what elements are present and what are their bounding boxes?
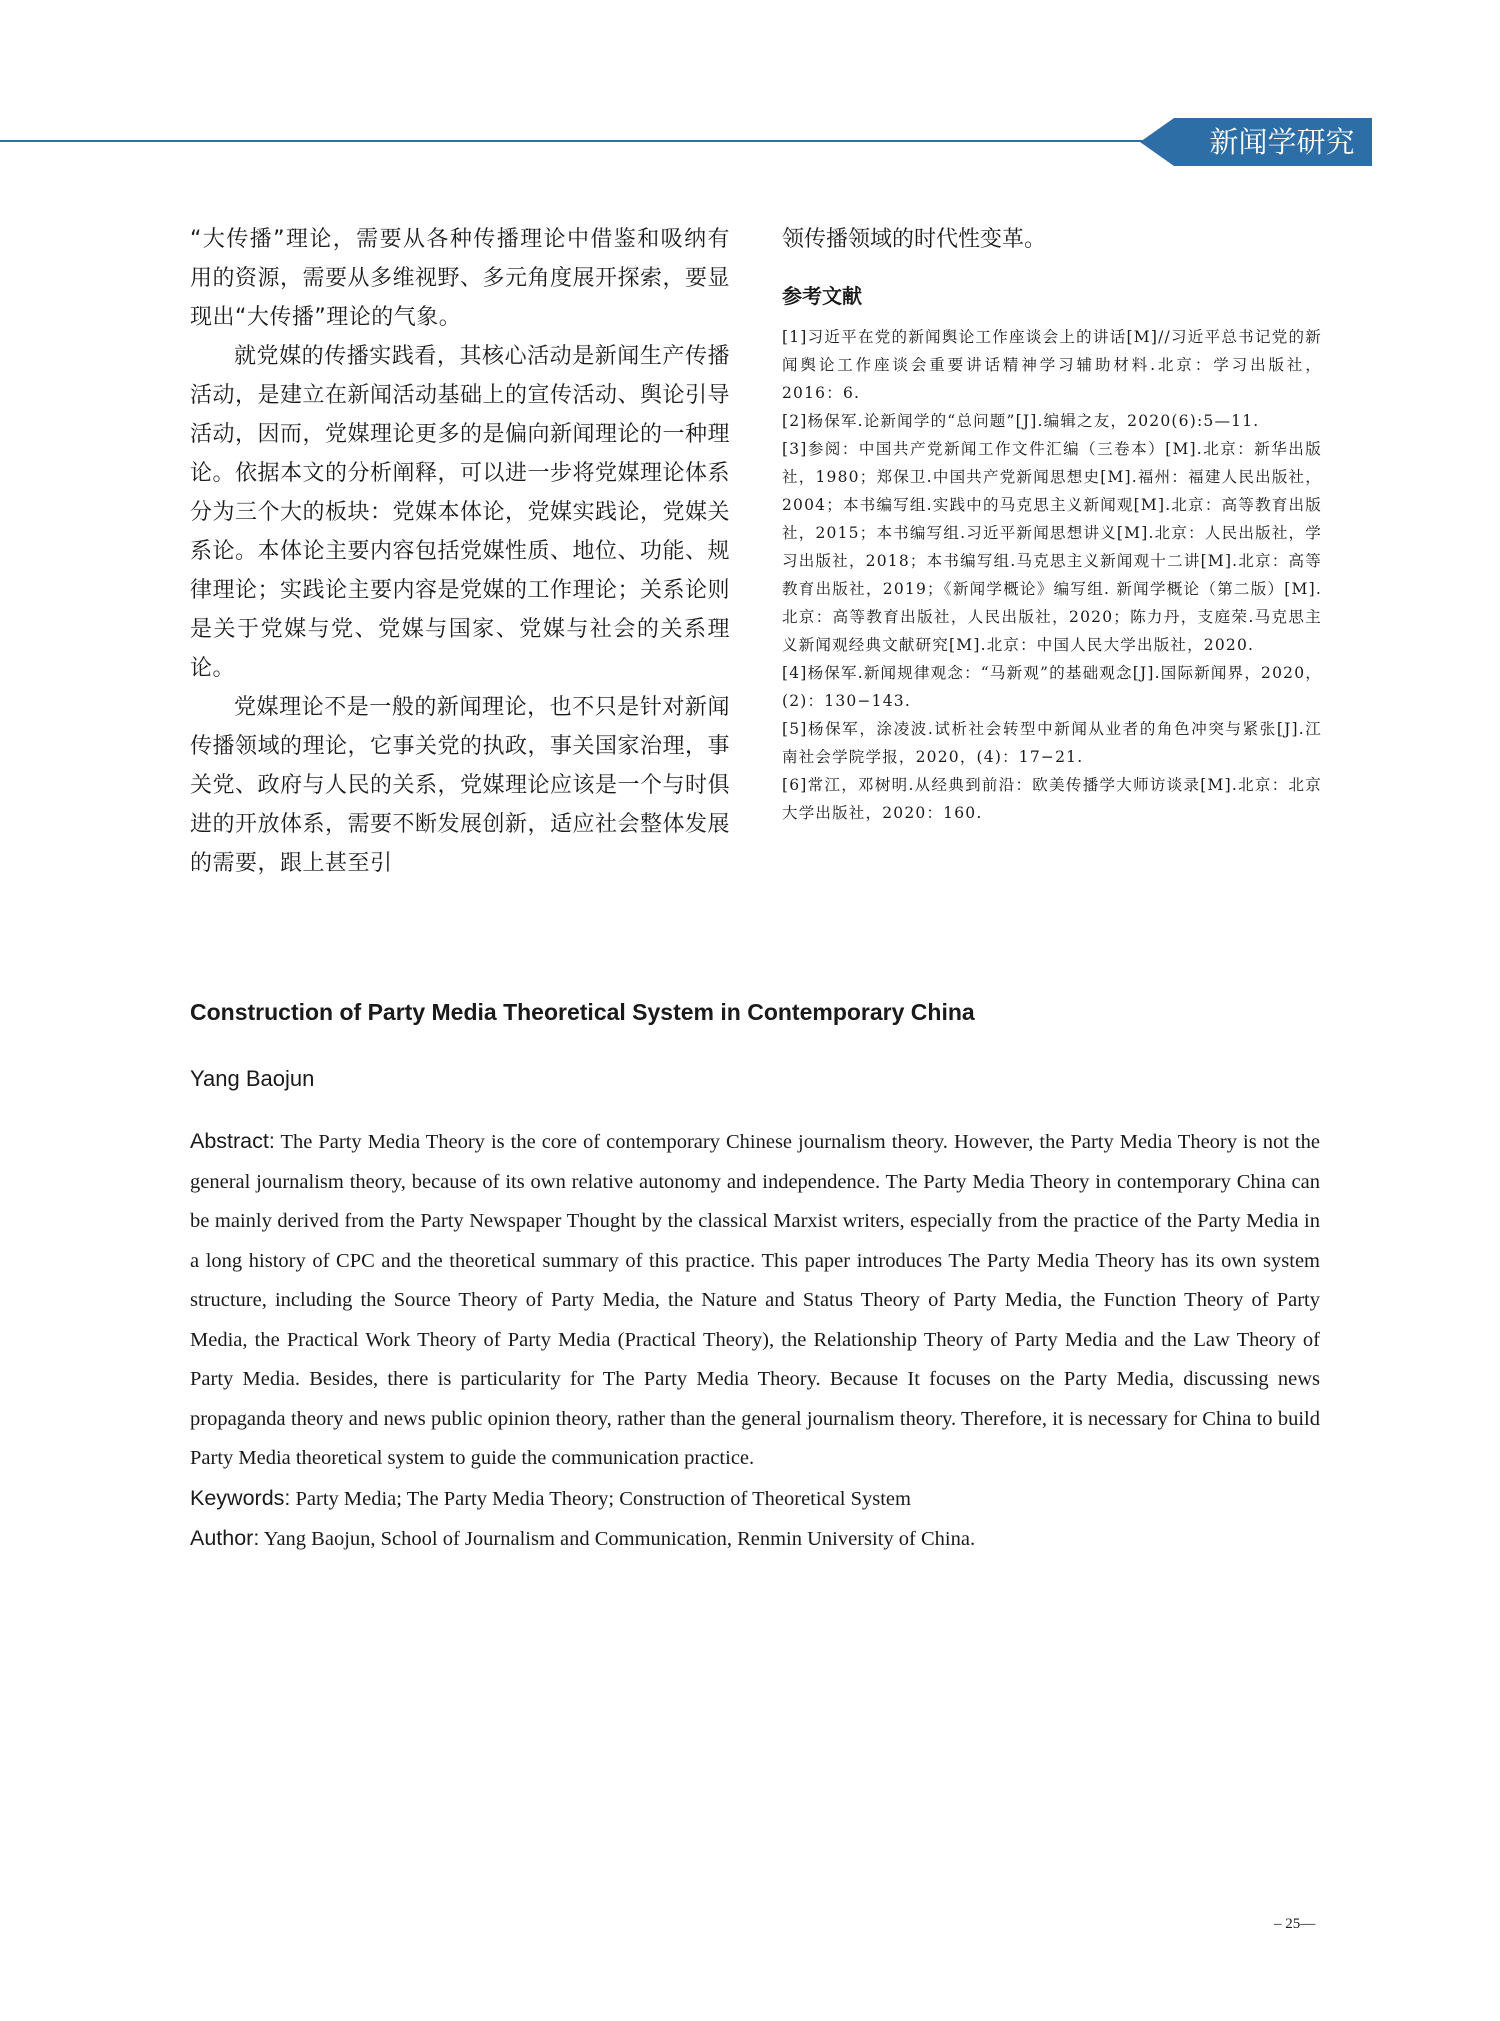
abstract-label: Abstract: [190, 1129, 275, 1153]
left-column [190, 220, 730, 883]
abstract-text: The Party Media Theory is the core of contemporary Chinese journalism theory. However, the Party Media Theory is not the general journalism theory, because of its own relative autonomy and independence. The Party Media Theory in contemporary China can be mainly derived from the Party Newspaper Thought by the classical Marxist writers, especially from the practice of the Party Media in a long history of CPC and the theoretical summary of this practice. This paper introduces The Party Media Theory has its own system structure, including the Source Theory of Party Media, the Nature and Status Theory of Party Media, the Function Theory of Party Media, the Practical Work Theory of Party Media (Practical Theory), the Relationship Theory of Party Media and the Law Theory of Party Media. Besides, there is particularity for The Party Media Theory. Because It focuses on the Party Media, discussing news propaganda theory and news public opinion theory, rather than the general journalism theory. Therefore, it is necessary for China to build Party Media theoretical system to guide the communication practice. [190, 1131, 1320, 1469]
section-title: 新闻学研究 [1209, 125, 1355, 159]
reference-item: [3]参阅：中国共产党新闻工作文件汇编（三卷本）[M].北京：新华出版社，1980；郑保卫.中国共产党新闻思想史[M].福州：福建人民出版社，2004；本书编写组.实践中的马克思主义新闻观[M].北京：高等教育出版社，2015；本书编写组.习近平新闻思想讲义[M].北京：人民出版社，学习出版社，2018；本书编写组.马克思主义新闻观十二讲[M].北京：高等教育出版社，2019；《新闻学概论》编写组. 新闻学概论（第二版）[M].北京：高等教育出版社，人民出版社，2020；陈力丹，支庭荣.马克思主义新闻观经典文献研究[M].北京：中国人民大学出版社，2020. [782, 440, 1322, 654]
affiliation-text: Yang Baojun, School of Journalism and Communication, Renmin University of China. [263, 1528, 976, 1550]
references-heading: 参考文献 [782, 284, 862, 308]
reference-item: [1]习近平在党的新闻舆论工作座谈会上的讲话[M]//习近平总书记党的新闻舆论工作座谈会重要讲话精神学习辅助材料.北京：学习出版社，2016：6. [782, 328, 1322, 402]
page-number: – 25— [1274, 1916, 1316, 1932]
body-paragraph-continuation: 领传播领域的时代性变革。 [782, 227, 1047, 252]
body-paragraph: 就党媒的传播实践看，其核心活动是新闻生产传播活动，是建立在新闻活动基础上的宣传活动、舆论引导活动，因而，党媒理论更多的是偏向新闻理论的一种理论。依据本文的分析阐释，可以进一步将党媒理论体系分为三个大的板块：党媒本体论，党媒实践论，党媒关系论。本体论主要内容包括党媒性质、地位、功能、规律理论；实践论主要内容是党媒的工作理论；关系论则是关于党媒与党、党媒与国家、党媒与社会的关系理论。 [190, 344, 731, 681]
body-paragraph: “大传播”理论，需要从各种传播理论中借鉴和吸纳有用的资源，需要从多维视野、多元角度展开探索，要显现出“大传播”理论的气象。 [190, 227, 731, 330]
english-abstract-block [190, 1122, 1320, 1560]
keywords-text: Party Media; The Party Media Theory; Construction of Theoretical System [295, 1487, 911, 1510]
right-column [782, 220, 1322, 827]
body-paragraph: 党媒理论不是一般的新闻理论，也不只是针对新闻传播领域的理论，它事关党的执政，事关国家治理，事关党、政府与人民的关系，党媒理论应该是一个与时俱进的开放体系，需要不断发展创新，适应社会整体发展的需要，跟上甚至引 [190, 695, 731, 876]
english-author: Yang Baojun [190, 1066, 315, 1091]
affiliation-label: Author: [190, 1526, 260, 1550]
affiliation-line [190, 1519, 1320, 1560]
reference-item: [2]杨保军.论新闻学的“总问题”[J].编辑之友，2020(6):5—11. [782, 412, 1260, 430]
reference-item: [6]常江，邓树明.从经典到前沿：欧美传播学大师访谈录[M].北京：北京大学出版社，2020：160. [782, 776, 1322, 822]
reference-item: [4]杨保军.新闻规律观念：“马新观”的基础观念[J].国际新闻界，2020，(2)：130−143. [782, 664, 1322, 710]
keywords-line [190, 1479, 1320, 1520]
header-rule [0, 140, 1160, 142]
abstract-paragraph [190, 1122, 1320, 1479]
reference-item: [5]杨保军，涂凌波.试析社会转型中新闻从业者的角色冲突与紧张[J].江南社会学院学报，2020，(4)：17−21. [782, 720, 1322, 766]
keywords-label: Keywords: [190, 1485, 291, 1510]
references-list [782, 323, 1322, 827]
english-title: Construction of Party Media Theoretical System in Contemporary China [190, 999, 975, 1025]
